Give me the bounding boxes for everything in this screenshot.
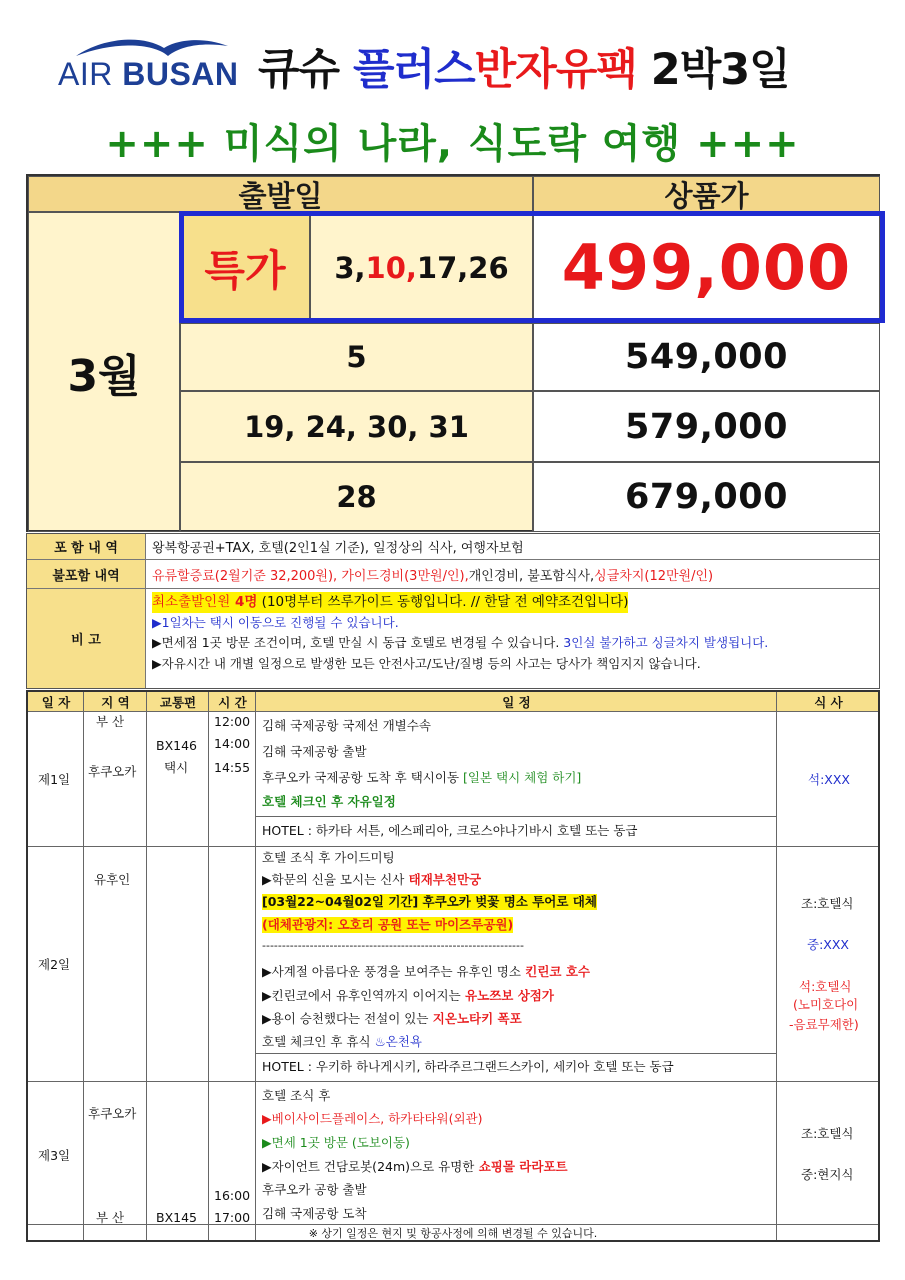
special-date-3: 3, [334,250,366,285]
special-dates [310,212,533,323]
day1-time3: 14:55 [214,760,251,775]
day2-schedule-1: 호텔 조식 후 가이드미팅 [262,850,395,865]
day1-bottom-line [28,846,878,847]
header-transport: 교통편 [159,695,197,710]
header-schedule: 일 정 [502,695,531,710]
day1-flight: BX146 [156,738,197,753]
day1-time2: 14:00 [214,736,251,751]
note-taxi: ▶1일차는 택시 이동으로 진행될 수 있습니다. [152,614,399,630]
day3-region-busan: 부 산 [96,1210,125,1225]
excluded-value [146,560,879,588]
title-plus: 플러스 [353,45,475,95]
day2-schedule-2: ▶학문의 신을 모시는 신사 태재부천만궁 [262,872,482,887]
departure-date-header: 출발일 [28,176,533,212]
special-date-17-26: 17,26 [416,250,509,285]
notes-label: 비 고 [27,589,146,688]
included-label: 포 함 내 역 [27,534,146,559]
day1-meal: 석:XXX [808,772,850,787]
logo-text-air: AIR [58,56,123,92]
day1-label: 제1일 [38,772,71,787]
page-subtitle: +++ 미식의 나라, 식도락 여행 +++ [105,121,800,167]
row2-dates: 19, 24, 30, 31 [180,391,533,462]
day2-schedule-6: ▶킨린코에서 유후인역까지 이어지는 유노쯔보 상점가 [262,988,554,1003]
notes-content [146,589,879,688]
header-meal: 식 사 [814,695,843,710]
day2-meal-lunch: 중:XXX [807,937,849,952]
day3-schedule-1: 호텔 조식 후 [262,1088,331,1103]
day2-schedule-5: ▶사계절 아름다운 풍경을 보여주는 유후인 명소 킨린코 호수 [262,964,590,979]
day2-meal-dinner-note1: (노미호다이 [793,997,859,1012]
note-liability: ▶자유시간 내 개별 일정으로 발생한 모든 안전사고/도난/질병 등의 사고는 당사가 책임지지 않습니다. [152,655,701,671]
day1-region-fukuoka: 후쿠오카 [88,764,137,779]
info-table [26,533,880,689]
header-time: 시 간 [218,695,247,710]
notes-row [27,589,879,688]
day2-meal-breakfast: 조:호텔식 [801,896,854,911]
itinerary-table [26,690,880,1242]
row2-price: 579,000 [533,391,880,462]
day3-schedule-4: ▶자이언트 건담로봇(24m)으로 유명한 쇼핑몰 라라포트 [262,1159,568,1174]
day3-time1: 16:00 [214,1188,251,1203]
day3-time2: 17:00 [214,1210,251,1225]
day2-label: 제2일 [38,957,71,972]
special-date-10: 10, [365,250,417,285]
logo-text-busan: BUSAN [122,56,239,92]
day2-schedule-3: [03월22~04월02일 기간] 후쿠오카 벚꽃 명소 투어로 대체 [262,894,597,909]
day2-meal-dinner: 석:호텔식 [799,979,852,994]
row1-dates: 5 [180,323,533,391]
day1-hotel: HOTEL : 하카타 서튼, 에스페리아, 크로스야나기바시 호텔 또는 동급 [262,823,638,838]
excluded-fuel-guide: 유류할증료(2월기준 32,200원), 가이드경비(3만원/인), [152,568,469,584]
included-row [27,534,879,560]
day3-schedule-3: ▶면세 1곳 방문 (도보이동) [262,1135,410,1150]
excluded-row [27,560,879,589]
day3-meal-lunch: 중:현지식 [801,1167,854,1182]
row3-price: 679,000 [533,462,880,532]
included-value: 왕복항공권+TAX, 호텔(2인1실 기준), 일정상의 식사, 여행자보험 [152,541,524,556]
header-day: 일 자 [41,695,71,710]
excluded-personal: 개인경비, 불포함식사, [468,568,595,584]
title-duration: 2박3일 [636,45,790,95]
itinerary-footer-note: ※ 상기 일정은 현지 및 항공사정에 의해 변경될 수 있습니다. [28,1224,878,1242]
page-title [258,36,790,97]
day3-schedule-2: ▶베이사이드플레이스, 하카타타워(외관) [262,1111,483,1126]
day2-divider: ------------------------------------------------------------------ [262,939,524,952]
note-duty-free: ▶면세점 1곳 방문 조건이며, 호텔 만실 시 동급 호텔로 변경될 수 있습니다. 3인실 불가하고 싱글차지 발생됩니다. [152,635,769,650]
day2-bottom-line [28,1081,878,1082]
day3-flight: BX145 [156,1210,197,1225]
day1-time1: 12:00 [214,714,251,729]
day3-region-fukuoka: 후쿠오카 [88,1106,137,1121]
excluded-label: 불포함 내역 [27,560,146,588]
excluded-single-charge: 싱글차지(12만원/인) [594,568,714,584]
day3-meal-breakfast: 조:호텔식 [801,1126,854,1141]
month-label: 3월 [28,212,180,532]
day2-region: 유후인 [94,872,131,887]
day1-schedule-2: 김해 국제공항 출발 [262,744,367,759]
price-table [26,174,880,532]
day3-label: 제3일 [38,1148,71,1163]
day2-meal-dinner-note2: -음료무제한) [789,1017,859,1032]
special-price-value: 499,000 [533,212,880,323]
row3-dates: 28 [180,462,533,532]
day2-hotel: HOTEL : 우키하 하나게시키, 하라주르그랜드스카이, 세키아 호텔 또는 동급 [262,1059,674,1074]
header-region: 지 역 [101,695,130,710]
day3-schedule-5: 후쿠오카 공항 출발 [262,1182,367,1197]
day3-schedule-6: 김해 국제공항 도착 [262,1206,367,1221]
air-busan-logo [58,34,239,92]
day1-schedule-4: 호텔 체크인 후 자유일정 [262,794,396,809]
title-semi-free-pack: 반자유팩 [474,45,637,95]
title-region: 큐슈 [258,45,354,95]
day1-taxi: 택시 [164,760,189,775]
day1-schedule-1: 김해 국제공항 국제선 개별수속 [262,718,431,733]
day2-schedule-7: ▶용이 승천했다는 전설이 있는 지온노타키 폭포 [262,1011,522,1026]
note-min-people: 최소출발인원 4명 (10명부터 쓰루가이드 동행입니다. // 한달 전 예약조건입니다) [152,592,628,613]
day2-schedule-8: 호텔 체크인 후 휴식 ♨온천욕 [262,1034,422,1049]
special-price-label: 특가 [180,212,310,323]
price-header: 상품가 [533,176,880,212]
day1-region-busan: 부 산 [96,714,125,729]
day1-schedule-3: 후쿠오카 국제공항 도착 후 택시이동 [일본 택시 체험 하기] [262,770,582,785]
day2-schedule-4: (대체관광지: 오호리 공원 또는 마이즈루공원) [262,917,514,932]
row1-price: 549,000 [533,323,880,391]
